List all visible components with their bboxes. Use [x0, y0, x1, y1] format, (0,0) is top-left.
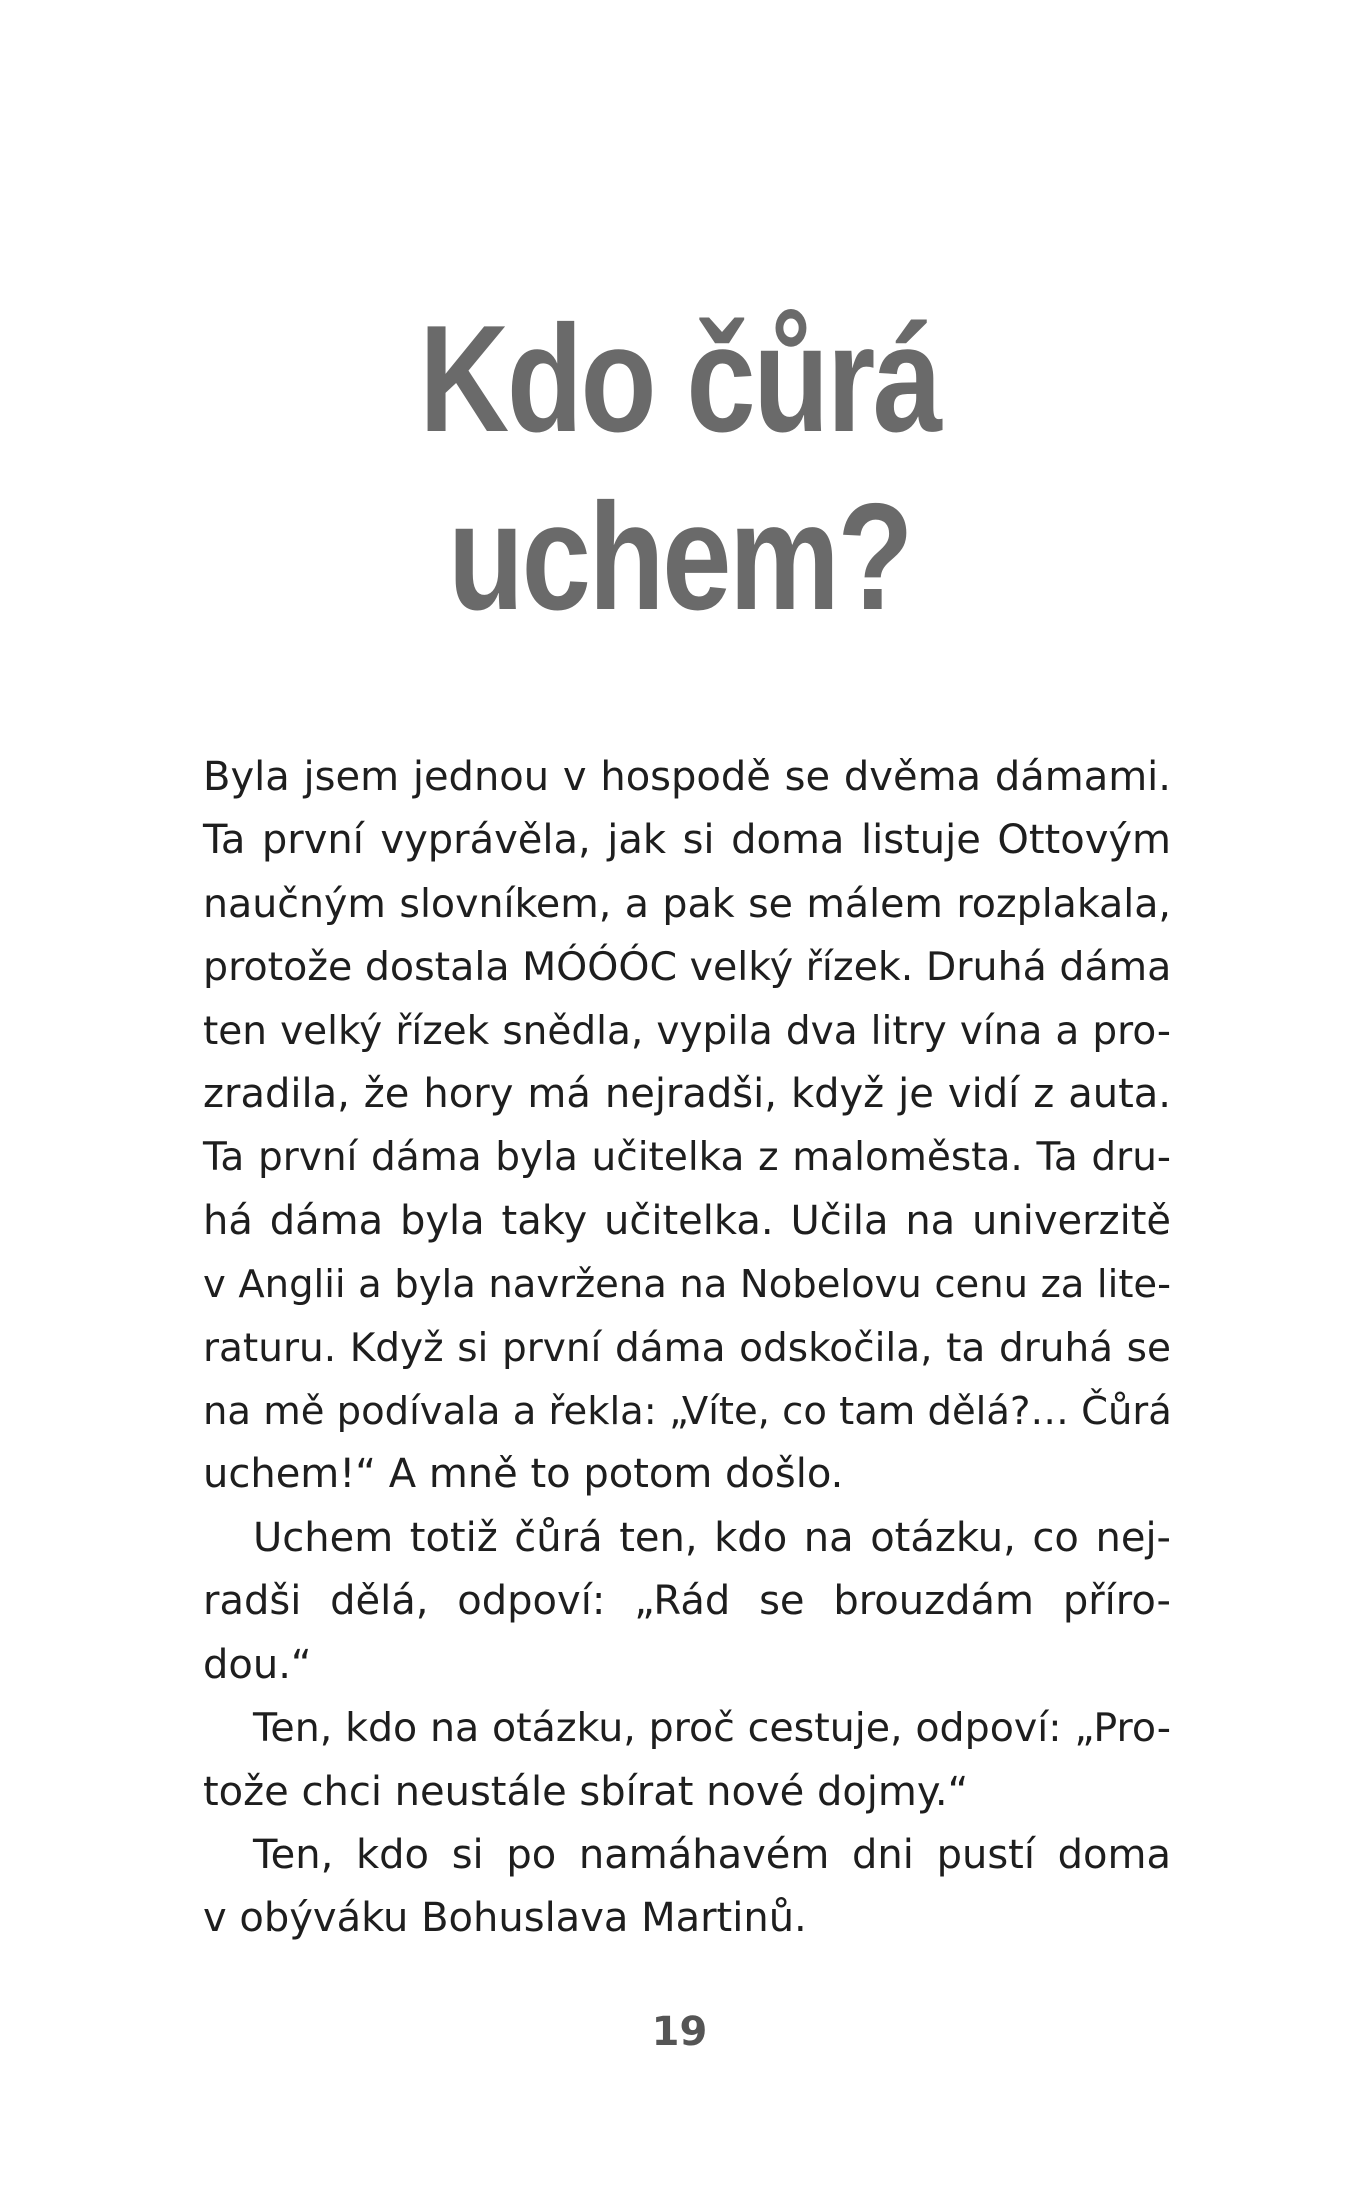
- text-line: radši dělá, odpoví: „Rád se brouzdám příro-: [203, 1578, 1171, 1625]
- text-line: naučným slovníkem, a pak se málem rozplakala,: [203, 880, 1171, 927]
- text-line: tože chci neustále sbírat nové dojmy.“: [203, 1768, 969, 1815]
- chapter-title-line-2: uchem?: [447, 472, 912, 642]
- text-line: uchem!“ A mně to potom došlo.: [203, 1451, 844, 1498]
- text-line: protože dostala MÓÓÓC velký řízek. Druhá dáma: [203, 944, 1172, 991]
- text-line: zradila, že hory má nejradši, když je vidí z auta.: [203, 1071, 1171, 1118]
- chapter-title-line-1: Kdo čůrá: [419, 294, 940, 464]
- text-line: dou.“: [203, 1641, 312, 1688]
- page-number: 19: [651, 2009, 708, 2055]
- paragraph-1: [203, 746, 1171, 1507]
- text-line: Uchem totiž čůrá ten, kdo na otázku, co nej-: [253, 1514, 1171, 1561]
- text-line: Byla jsem jednou v hospodě se dvěma dámami.: [203, 754, 1171, 800]
- text-line: Ten, kdo si po namáhavém dni pustí doma: [253, 1831, 1171, 1878]
- text-line: v obýváku Bohuslava Martinů.: [203, 1895, 807, 1942]
- paragraph-3: [203, 1697, 1171, 1824]
- paragraph-4: [203, 1824, 1171, 1951]
- text-line: raturu. Když si první dáma odskočila, ta druhá se: [203, 1325, 1171, 1371]
- text-line: na mě podívala a řekla: „Víte, co tam dělá?… Čůrá: [203, 1389, 1172, 1435]
- paragraph-2: [203, 1507, 1171, 1697]
- text-line: ten velký řízek snědla, vypila dva litry vína a pro-: [203, 1008, 1171, 1054]
- text-line: Ta první dáma byla učitelka z maloměsta. Ta dru-: [203, 1135, 1171, 1181]
- chapter-title: [122, 290, 1236, 646]
- text-line: v Anglii a byla navržena na Nobelovu cenu za lite-: [203, 1262, 1171, 1308]
- chapter-body: [203, 746, 1171, 1951]
- text-line: há dáma byla taky učitelka. Učila na univerzitě: [203, 1197, 1171, 1244]
- text-line: Ten, kdo na otázku, proč cestuje, odpoví: „Pro-: [253, 1705, 1171, 1752]
- text-line: Ta první vyprávěla, jak si doma listuje Ottovým: [203, 817, 1171, 864]
